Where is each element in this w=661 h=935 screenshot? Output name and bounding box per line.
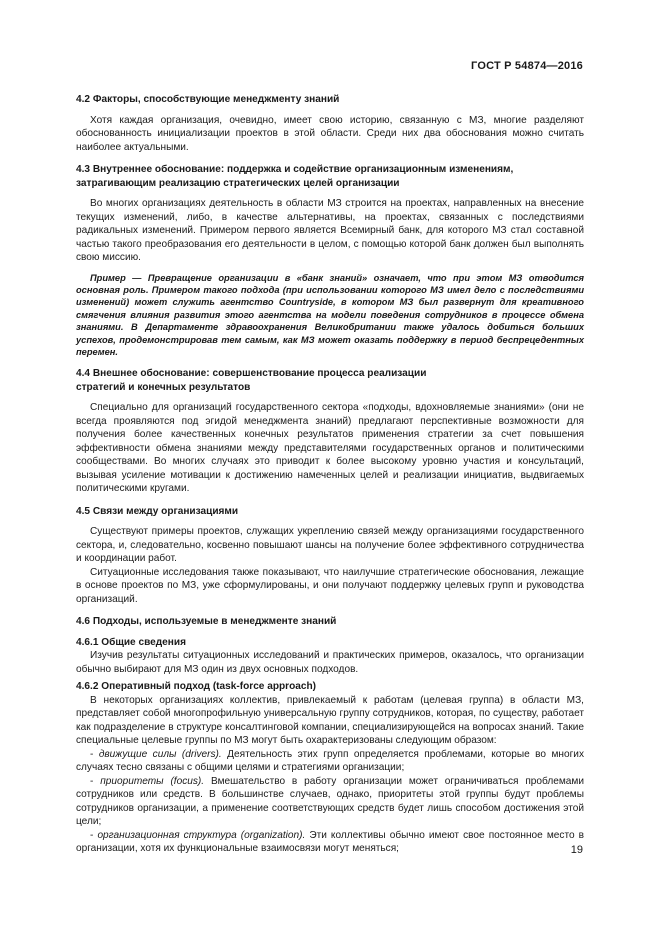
page-number: 19 (570, 844, 583, 856)
document-id: ГОСТ Р 54874—2016 (471, 60, 583, 72)
list-bullet: - (90, 748, 99, 760)
list-item-focus (76, 775, 584, 829)
list-term: организационная структура (organization). (97, 829, 306, 841)
section-4-2-heading: 4.2 Факторы, способствующие менеджменту знаний (76, 94, 340, 105)
list-text: Деятельность этих групп определяется проблемами, которые во многих случаях тесно связаны с общими целями и стратегиями организации; (76, 748, 584, 774)
section-4-5-paragraph-2: Ситуационные исследования также показывают, что наилучшие стратегические обоснования, лежащие в основе проектов по МЗ, уже сформулированы, и они получают поддержку целевых групп и руководства организаций. (76, 566, 584, 605)
section-4-5-heading: 4.5 Связи между организациями (76, 505, 239, 517)
section-4-5-paragraph-1: Существуют примеры проектов, служащих укреплению связей между организациями государственного сектора, и, следовательно, косвенно повышают шансы на получение более эффективного сотрудничества и координации работ. (76, 526, 584, 565)
list-item-drivers (76, 748, 584, 775)
list-term: приоритеты (focus). (100, 775, 205, 787)
section-4-6-2-paragraph: В некоторых организациях коллектив, привлекаемый к работам (целевая группа) в области МЗ, представляет собой многопрофильную универсальную группу сотрудников, которая, по существу, работает как подразделение в структуре консалтинговой компании, специализирующейся на вопросах знаний. Такие специальные целевые группы по МЗ могут быть охарактеризованы следующим образом: (76, 694, 584, 747)
list-bullet: - (90, 829, 98, 841)
list-text: Эти коллективы обычно имеют свое постоянное место в организации, хотя их функциональные взаимосвязи могут меняться; (76, 829, 584, 855)
section-4-4-paragraph: Специально для организаций государственного сектора «подходы, вдохновляемые знаниями» (они не всегда проявляются под эгидой менеджмента знаний) предлагают перспективные возможности для получения более качественных конечных результатов применения стратегии за счет повышения эффективности обмена знаниями между представителями государственных органов и политическими сообществами. Во многих случаях это приводит к более высокому уровню участия и консультаций, вызывая усиление мотивации к достижению намеченных целей и реализации инициатив, выдвигаемых политическими кругами. (76, 402, 584, 495)
section-4-6-1-paragraph: Изучив результаты ситуационных исследований и практических примеров, оказалось, что организации обычно выбирают для МЗ один из двух основных подходов. (76, 650, 584, 675)
section-4-3-example: Пример — Превращение организации в «банк знаний» означает, что при этом МЗ отводится основная роль. Примером такого подхода (при использовании которого МЗ имел дело с последствиями изменений) может служить агентство Countryside, в котором МЗ был развернут для креативного смягчения влияния развития этого агентства на модели поведения сотрудников в процессе обмена знаниями. В Департаменте здравоохранения Великобритании также удалось добиться больших успехов, продемонстрировав тем самым, как МЗ может оказать поддержку в период беспрецедентных перемен. (76, 272, 584, 357)
section-4-2-paragraph: Хотя каждая организация, очевидно, имеет свою историю, связанную с МЗ, многие разделяют обоснованность инициализации проектов в этой области. Среди них два обоснования можно считать наиболее актуальными. (76, 114, 584, 153)
section-4-3-heading: 4.3 Внутреннее обоснование: поддержка и содействие организационным изменениям, затрагивающим реализацию стратегических целей организации (76, 164, 514, 189)
list-term: движущие силы (drivers). (98, 748, 222, 760)
list-text: Вмешательство в работу организации может ограничиваться проблемами сотрудников или средств. В большинстве случаев, однако, приоритеты этой группы будут проблемы сотрудников организации, а применение соответствующих средств будет лишь способом достижения этой цели; (76, 775, 584, 828)
page-content (76, 93, 584, 856)
section-4-3-paragraph: Во многих организациях деятельность в области МЗ строится на проектах, направленных на внесение текущих изменений, либо, в качестве альтернативы, на проектах, связанных с последствиями радикальных изменений. Примером первого является Всемирный банк, для которого МЗ стал составной частью такого преобразования его деятельности в целом, с помощью которой банк должен был выполнять свою миссию. (76, 198, 584, 263)
list-bullet: - (90, 775, 101, 787)
section-4-6-1-heading: 4.6.1 Общие сведения (76, 636, 186, 648)
section-4-4-heading: 4.4 Внешнее обоснование: совершенствование процесса реализации стратегий и конечных результатов (76, 368, 427, 393)
section-4-6-heading: 4.6 Подходы, используемые в менеджменте знаний (76, 616, 337, 628)
section-4-6-2-heading: 4.6.2 Оперативный подход (task-force approach) (76, 681, 317, 693)
list-item-organization (76, 829, 584, 856)
